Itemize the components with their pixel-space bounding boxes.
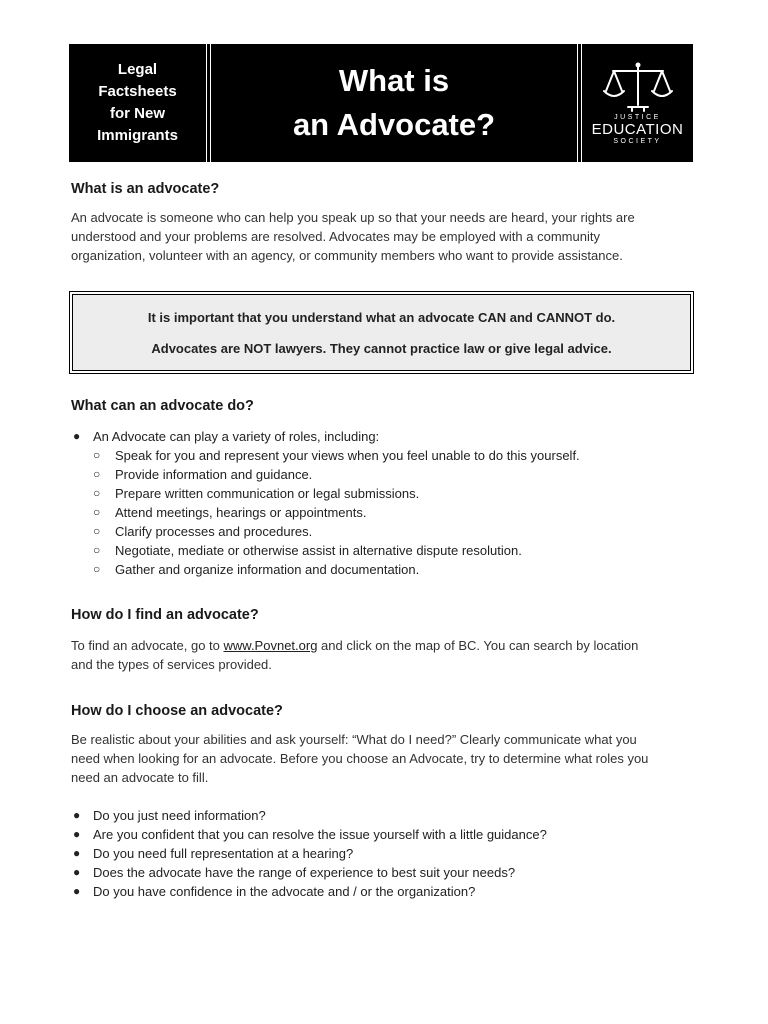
paragraph-line — [71, 636, 701, 655]
series-label-line: Factsheets — [98, 83, 177, 100]
list-item — [71, 863, 547, 882]
series-label-line: for New — [109, 105, 165, 122]
paragraph-text: To find an advocate, go to — [71, 638, 224, 653]
list-item-text: Do you need full representation at a hearing? — [93, 846, 354, 861]
bullet-icon: ● — [73, 865, 81, 879]
list-item — [71, 446, 580, 465]
list-item-text: Does the advocate have the range of experience to best suit your needs? — [93, 865, 516, 880]
list-item — [71, 484, 580, 503]
paragraph-line: need when looking for an advocate. Before you choose an Advocate, try to determine what roles you — [71, 751, 649, 766]
list-item-text: Prepare written communication or legal submissions. — [115, 486, 420, 501]
paragraph-line: organization, volunteer with an agency, or community members who want to provide assistance. — [71, 248, 623, 263]
bullet-icon: ● — [73, 846, 81, 860]
find-advocate-paragraph — [71, 636, 701, 674]
section-heading: How do I choose an advocate? — [71, 703, 283, 719]
list-item-text: Provide information and guidance. — [115, 467, 313, 482]
circle-bullet-icon: ○ — [93, 486, 101, 500]
list-item-text: Speak for you and represent your views when you feel unable to do this yourself. — [115, 448, 580, 463]
roles-list — [71, 427, 580, 579]
list-item-text: Do you have confidence in the advocate and / or the organization? — [93, 884, 476, 899]
series-label-line: Immigrants — [97, 127, 178, 144]
list-item — [71, 522, 580, 541]
bullet-icon: ● — [73, 808, 81, 822]
organization-logo — [582, 44, 693, 162]
paragraph-line: need an advocate to fill. — [71, 770, 209, 785]
notice-line: It is important that you understand what an advocate CAN and CANNOT do. — [147, 309, 616, 325]
important-notice-box — [69, 291, 694, 374]
section-heading: What is an advocate? — [71, 181, 220, 197]
choose-advocate-paragraph — [71, 730, 701, 787]
list-item — [71, 844, 547, 863]
series-label-line: Legal — [117, 61, 158, 78]
bullet-icon: ● — [73, 884, 81, 898]
circle-bullet-icon: ○ — [93, 467, 101, 481]
circle-bullet-icon: ○ — [93, 562, 101, 576]
section-heading: What can an advocate do? — [71, 398, 254, 414]
list-item-text: Clarify processes and procedures. — [115, 524, 313, 539]
list-item — [71, 541, 580, 560]
header-banner — [69, 44, 693, 162]
definition-paragraph — [71, 208, 701, 265]
page-title-line: an Advocate? — [292, 107, 496, 142]
list-item — [71, 882, 547, 901]
list-item — [71, 427, 580, 446]
notice-content — [72, 294, 691, 371]
circle-bullet-icon: ○ — [93, 448, 101, 462]
circle-bullet-icon: ○ — [93, 505, 101, 519]
paragraph-text: and click on the map of BC. You can search by location — [317, 638, 639, 653]
paragraph-line: An advocate is someone who can help you speak up so that your needs are heard, your rights are — [71, 210, 635, 225]
circle-bullet-icon: ○ — [93, 524, 101, 538]
list-item — [71, 503, 580, 522]
series-label — [69, 44, 206, 162]
list-item — [71, 560, 580, 579]
paragraph-line: Be realistic about your abilities and ask yourself: “What do I need?” Clearly communicate what you — [71, 732, 637, 747]
list-item-text: Negotiate, mediate or otherwise assist in alternative dispute resolution. — [115, 543, 522, 558]
list-item — [71, 806, 547, 825]
logo-word: JUSTICE — [614, 113, 661, 121]
list-item — [71, 825, 547, 844]
list-item-text: Gather and organize information and documentation. — [115, 562, 420, 577]
notice-line: Advocates are NOT lawyers. They cannot practice law or give legal advice. — [151, 340, 612, 356]
circle-bullet-icon: ○ — [93, 543, 101, 557]
povnet-link[interactable]: www.Povnet.org — [223, 638, 318, 653]
list-item — [71, 465, 580, 484]
logo-word: SOCIETY — [613, 137, 662, 145]
list-item-text: Attend meetings, hearings or appointments. — [115, 505, 367, 520]
bullet-icon: ● — [73, 827, 81, 841]
scales-of-justice-icon — [601, 61, 675, 113]
page-title — [211, 44, 577, 162]
paragraph-line: understood and your problems are resolved. Advocates may be employed with a community — [71, 229, 600, 244]
questions-list — [71, 806, 547, 901]
list-item-text: Are you confident that you can resolve the issue yourself with a little guidance? — [93, 827, 547, 842]
section-heading: How do I find an advocate? — [71, 607, 259, 623]
bullet-icon: ● — [73, 429, 81, 443]
page-title-line: What is — [338, 63, 450, 98]
list-item-text: Do you just need information? — [93, 808, 266, 823]
list-item-text: An Advocate can play a variety of roles, including: — [93, 429, 380, 444]
logo-word: EDUCATION — [591, 120, 684, 138]
paragraph-line: and the types of services provided. — [71, 657, 272, 672]
